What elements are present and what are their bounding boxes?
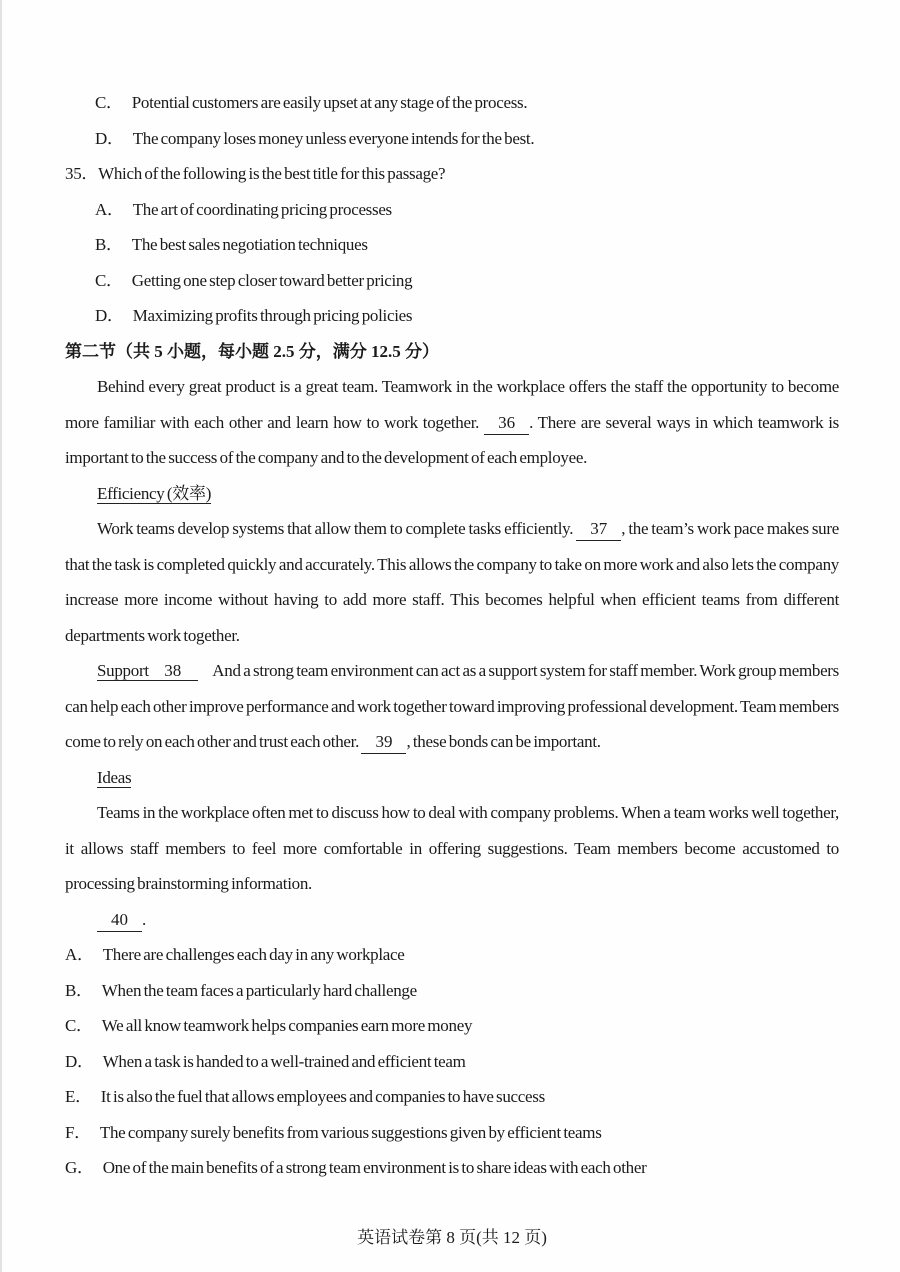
- blank-38: 38: [164, 661, 182, 680]
- option-letter: A．: [65, 945, 94, 964]
- blank-40: 40: [97, 909, 142, 932]
- page-content: [65, 85, 839, 1255]
- option-letter: G．: [65, 1158, 94, 1177]
- inline-heading-underline: Support 38: [97, 661, 198, 681]
- option-letter: A．: [95, 199, 124, 219]
- option-text: We all know teamwork helps companies earn more money: [101, 1016, 473, 1035]
- option-text: There are challenges each day in any workplace: [102, 945, 405, 964]
- option-text: When a task is handed to a well-trained and efficient team: [102, 1051, 466, 1071]
- gap-fill-choice: [65, 937, 839, 973]
- passage-paragraph: Teams in the workplace often met to discuss how to deal with company problems. When a team works well together, it allows staff members to feel more comfortable in offering suggestions. Team members become accustomed to processing brainstorming information.: [65, 803, 839, 893]
- option-letter: D．: [65, 1051, 94, 1071]
- question-35-options: [65, 192, 839, 334]
- gap-fill-choice: [65, 1079, 839, 1115]
- question-35-option: [95, 263, 839, 299]
- option-letter: B．: [65, 980, 93, 1000]
- option-text: When the team faces a particularly hard challenge: [101, 980, 417, 1000]
- option-letter: C．: [95, 270, 123, 290]
- choice-list: [65, 937, 839, 1186]
- question-number: 35．: [65, 164, 99, 183]
- option-text: One of the main benefits of a strong team environment is to share ideas with each other: [102, 1158, 647, 1177]
- question-35-option: [95, 298, 839, 334]
- option-text: It is also the fuel that allows employees and companies to have success: [100, 1087, 545, 1106]
- gap-fill-choice: [65, 973, 839, 1009]
- passage: [65, 369, 839, 937]
- heading-underline: Ideas: [97, 767, 132, 787]
- option-letter: E．: [65, 1087, 92, 1106]
- question-35-option: [95, 192, 839, 228]
- option-text: The company loses money unless everyone intends for the best.: [132, 128, 535, 148]
- option-letter: B．: [95, 235, 123, 254]
- option-letter: C．: [65, 1016, 93, 1035]
- passage-paragraph: 40 .: [65, 902, 839, 938]
- page-footer: 英语试卷第 8 页(共 12 页): [357, 1227, 547, 1247]
- question-35: [65, 156, 839, 192]
- passage-heading: [65, 476, 839, 512]
- option-text: The art of coordinating pricing processes: [132, 199, 392, 219]
- gap-fill-choice: [65, 1044, 839, 1080]
- question-text: Which of the following is the best title for this passage?: [98, 164, 446, 183]
- option-letter: D．: [95, 306, 124, 325]
- passage-paragraph: Support 38 And a strong team environment can act as a support system for staff member. Work group members can help each other improve performance and work together toward improving professional development. Team members come to rely on each other and trust each other. 39 , these bonds can be important.: [65, 653, 839, 760]
- option-text: Getting one step closer toward better pricing: [131, 270, 413, 290]
- passage-heading: [65, 760, 839, 796]
- blank-36: 36: [484, 412, 529, 435]
- option-letter: D．: [95, 128, 124, 148]
- gap-fill-choice: [65, 1115, 839, 1151]
- option-text: The best sales negotiation techniques: [131, 235, 368, 254]
- question-34-option: [95, 85, 839, 121]
- passage-paragraph: Work teams develop systems that allow them to complete tasks efficiently. 37 , the team’s work pace makes sure that the task is completed quickly and accurately. This allows the company to take on more work and also lets the company increase more income without having to add more staff. This becomes helpful when efficient teams from different departments work together.: [65, 519, 839, 645]
- question-35-option: [95, 227, 839, 263]
- passage-paragraph: Behind every great product is a great team. Teamwork in the workplace offers the staff the opportunity to become more familiar with each other and learn how to work together. 36 . There are several ways in which teamwork is important to the success of the company and to the development of each employee.: [65, 377, 839, 467]
- blank-39: 39: [361, 731, 406, 754]
- question-34-option: [95, 121, 839, 157]
- option-text: Maximizing profits through pricing policies: [132, 306, 413, 325]
- question-34-options: [65, 85, 839, 156]
- section-header: 第二节（共 5 小题，每小题 2.5 分，满分 12.5 分）: [65, 341, 439, 361]
- option-letter: F．: [65, 1122, 91, 1142]
- option-text: Potential customers are easily upset at any stage of the process.: [131, 93, 528, 112]
- gap-fill-choice: [65, 1008, 839, 1044]
- blank-37: 37: [576, 518, 621, 541]
- heading-underline: Efficiency (效率): [97, 483, 212, 503]
- option-letter: C．: [95, 93, 123, 112]
- gap-fill-choice: [65, 1150, 839, 1186]
- option-text: The company surely benefits from various suggestions given by efficient teams: [99, 1122, 602, 1142]
